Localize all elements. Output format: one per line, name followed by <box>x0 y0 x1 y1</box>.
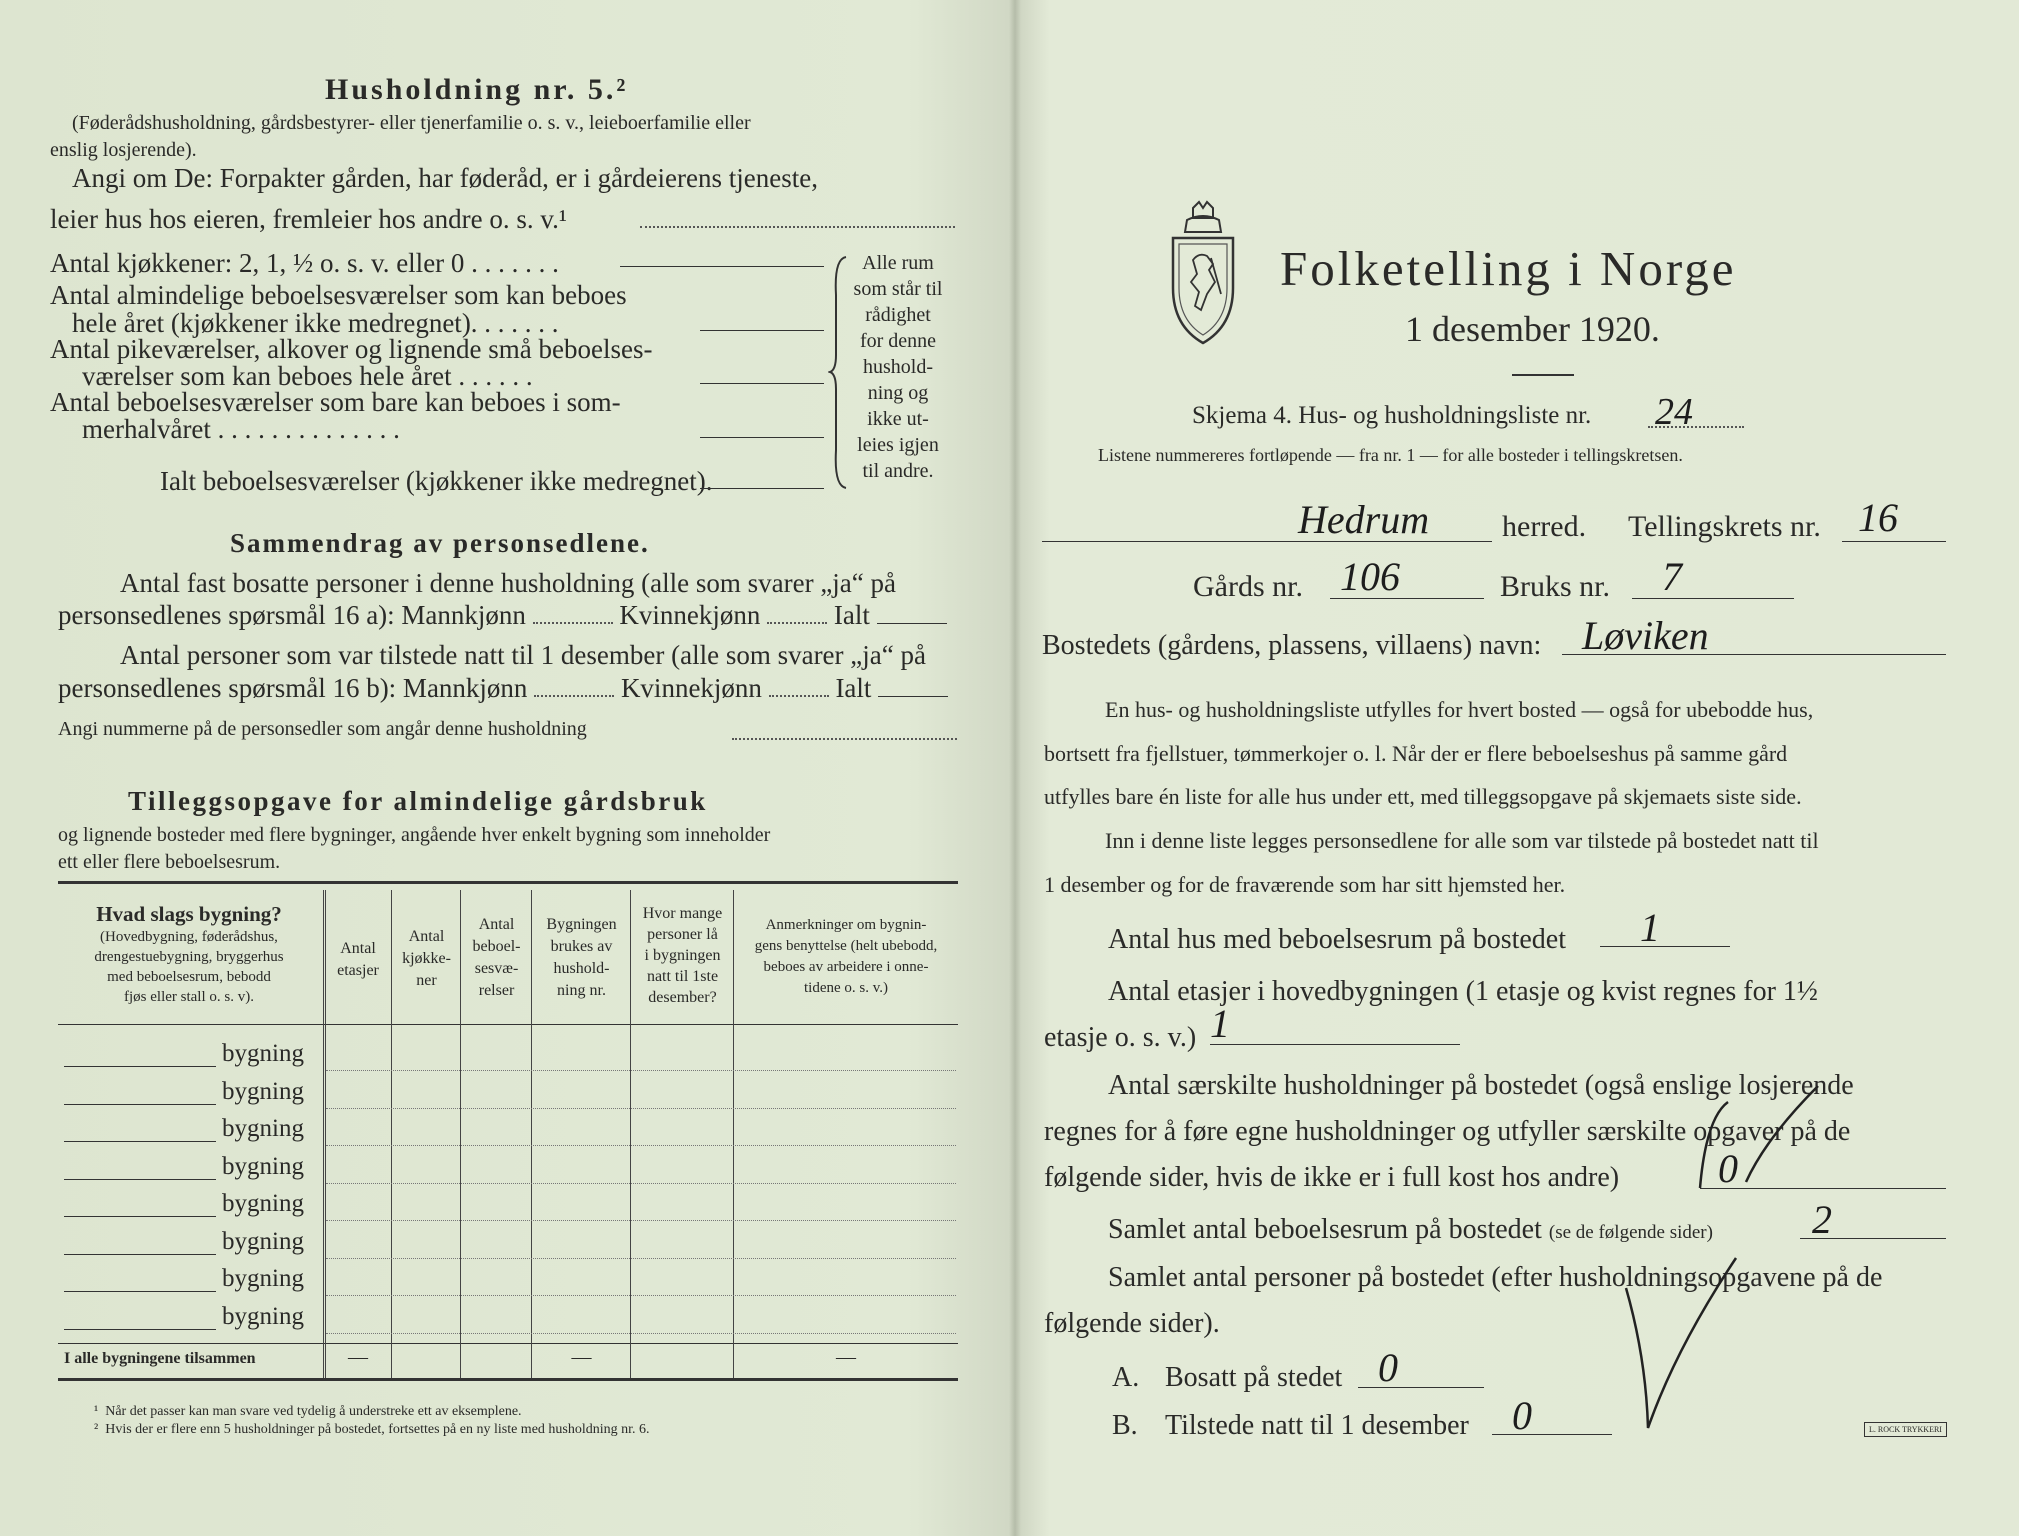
rooms-note-line: Alle rum <box>862 252 934 274</box>
krets-line <box>1842 541 1946 542</box>
building-row-label: bygning <box>222 1227 304 1255</box>
bosted-value: Løviken <box>1582 613 1709 658</box>
col-building-type-desc: (Hovedbygning, føderådshus, <box>100 929 278 945</box>
table-bottom-rule <box>58 1378 958 1381</box>
col-persons-header: Hvor mange personer lå i bygningen natt til 1ste desember? <box>642 905 723 1006</box>
schema-label: Skjema 4. Hus- og husholdningsliste nr. <box>1192 402 1592 429</box>
title-divider <box>1512 374 1574 376</box>
extra-sub-line1: og lignende bosteder med flere bygninger, angående hver enkelt bygning som inneholder <box>58 824 771 846</box>
rooms-note-line: ning og <box>867 382 929 404</box>
maid-rooms-label2: værelser som kan beboes hele året . . . . . . <box>82 361 533 391</box>
gards-line <box>1330 598 1484 599</box>
col-floors-header: Antal etasjer <box>337 940 379 979</box>
summary-numbers-label: Angi nummerne på de personsedler som angår denne husholdning <box>58 718 587 740</box>
total-rooms-label: Ialt beboelsesværelser (kjøkkener ikke medregnet). <box>160 466 713 496</box>
floors-label-line2: etasje o. s. v.) <box>1044 1022 1197 1053</box>
arrangement-answer-line <box>640 226 955 228</box>
building-row-divider <box>326 1070 956 1071</box>
building-row-name-line <box>64 1141 216 1142</box>
summary-numbers-line <box>732 738 957 740</box>
households-label-line1: Antal særskilte husholdninger på bostedet (også enslige losjerende <box>1108 1070 1854 1101</box>
building-row-name-line <box>64 1066 216 1067</box>
col-household-no-header: Bygningen brukes av hushold- ning nr. <box>546 916 617 999</box>
ordinary-rooms-label1: Antal almindelige beboelsesværelser som kan beboes <box>50 280 627 310</box>
bosted-label: Bostedets (gårdens, plassens, villaens) navn: <box>1042 630 1542 661</box>
bruks-value: 7 <box>1662 554 1682 599</box>
col-building-type-title: Hvad slags bygning? <box>96 902 282 926</box>
building-row-divider <box>326 1183 956 1184</box>
arrangement-question-line1: Angi om De: Forpakter gården, har føderåd, er i gårdeierens tjeneste, <box>72 163 818 193</box>
floors-line <box>1210 1044 1460 1045</box>
total-buildings-label: I alle bygningene tilsammen <box>64 1350 256 1367</box>
present-letter: B. <box>1112 1410 1138 1441</box>
table-col-divider <box>460 890 461 1378</box>
building-row-label: bygning <box>222 1152 304 1180</box>
table-header-rule <box>58 1024 958 1025</box>
gards-label: Gårds nr. <box>1193 570 1303 603</box>
houses-count-line <box>1600 946 1730 947</box>
building-row-divider <box>326 1295 956 1296</box>
building-row-name-line <box>64 1179 216 1180</box>
table-col-divider <box>531 890 532 1378</box>
schema-number-line <box>1648 426 1744 428</box>
col-remarks-header: Anmerkninger om bygnin- gens benyttelse (helt ubebodd, beboes av arbeidere i onne- tidene o. s. v.) <box>754 917 938 996</box>
instructions-p2-line1: Inn i denne liste legges personsedlene for alle som var tilstede på bostedet natt til <box>1105 828 1819 853</box>
building-row-label: bygning <box>222 1115 304 1142</box>
household-intro-line1: (Føderådshusholdning, gårdsbestyrer- eller tjenerfamilie o. s. v., leieboerfamilie eller <box>72 112 751 134</box>
col-building-type-desc: fjøs eller stall o. s. v). <box>124 989 254 1005</box>
page-fold <box>1009 0 1021 1536</box>
households-label-line2: regnes for å føre egne husholdninger og utfyller særskilte opgaver på de <box>1044 1116 1851 1147</box>
building-row-name-line <box>64 1254 216 1255</box>
building-row-label: bygning <box>222 1302 304 1330</box>
arrangement-question-line2: leier hus hos eieren, fremleier hos andre o. s. v.¹ <box>50 204 567 234</box>
col-rooms-header: Antal beboel- sesvæ- relser <box>472 916 521 999</box>
instructions-p1-line3: utfylles bare én liste for alle hus under ett, med tilleggsopgave på skjemaets siste side. <box>1044 784 1802 809</box>
extra-heading: Tilleggsopgave for almindelige gårdsbruk <box>128 786 708 816</box>
floors-label-line1: Antal etasjer i hovedbygningen (1 etasje og kvist regnes for 1½ <box>1108 976 1818 1007</box>
houses-count-value: 1 <box>1640 905 1660 950</box>
rooms-note-line: rådighet <box>865 304 931 326</box>
rooms-note-line: til andre. <box>862 460 934 482</box>
bosted-line <box>1562 654 1946 655</box>
rooms-total-label: Samlet antal beboelsesrum på bostedet (se de følgende sider) <box>1108 1214 1713 1245</box>
table-col-divider <box>391 890 392 1378</box>
form-title: Folketelling i Norge <box>1280 241 1737 296</box>
rooms-note-line: hushold- <box>863 356 933 378</box>
building-row-name-line <box>64 1104 216 1105</box>
ordinary-rooms-answer-line <box>700 330 824 331</box>
krets-value: 16 <box>1858 495 1898 540</box>
building-row-label: bygning <box>222 1077 304 1105</box>
numbering-note: Listene nummereres fortløpende — fra nr. 1 — for alle bosteder i tellingskretsen. <box>1098 445 1683 465</box>
summer-rooms-label1: Antal beboelsesværelser som bare kan beboes i som- <box>50 387 621 417</box>
table-total-rule-top <box>58 1343 958 1344</box>
kitchens-label: Antal kjøkkener: 2, 1, ½ o. s. v. eller 0 . . . . . . . <box>50 248 559 278</box>
instructions-p1-line2: bortsett fra fjellstuer, tømmerkojer o. l. Når der er flere beboelseshus på samme gård <box>1044 741 1788 766</box>
col-building-type-desc: drengestuebygning, bryggerhus <box>94 949 284 965</box>
summer-rooms-answer-line <box>700 437 824 438</box>
table-col-divider <box>630 890 631 1378</box>
instructions-p2-line2: 1 desember og for de fraværende som har sitt hjemsted her. <box>1044 872 1566 897</box>
table-col-divider <box>733 890 734 1378</box>
building-row-divider <box>326 1333 956 1334</box>
col-building-type-desc: med beboelsesrum, bebodd <box>107 969 271 985</box>
resident-label: Bosatt på stedet <box>1165 1362 1343 1393</box>
floors-value: 1 <box>1210 1001 1230 1046</box>
summary-b-line1: Antal personer som var tilstede natt til 1 desember (alle som svarer „ja“ på <box>120 640 926 670</box>
building-row-divider <box>326 1220 956 1221</box>
gards-value: 106 <box>1340 554 1400 599</box>
building-row-divider <box>326 1258 956 1259</box>
check-mark-icon <box>1586 1078 1846 1438</box>
summary-a-line2: personsedlenes spørsmål 16 a): Mannkjønn Kvinnekjønn Ialt <box>58 600 947 631</box>
total-floors-dash: — <box>348 1346 368 1368</box>
footnote-1: ¹ Når det passer kan man svare ved tydelig å understreke ett av eksemplene. <box>94 1404 522 1419</box>
building-row-divider <box>326 1145 956 1146</box>
bruks-line <box>1632 598 1794 599</box>
building-row-divider <box>326 1108 956 1109</box>
printer-stamp: L. ROCK TRYKKERI <box>1864 1422 1947 1437</box>
present-label: Tilstede natt til 1 desember <box>1165 1410 1469 1441</box>
form-date: 1 desember 1920. <box>1405 309 1660 349</box>
persons-label-line2: følgende sider). <box>1044 1308 1220 1339</box>
summary-a-line1: Antal fast bosatte personer i denne husholdning (alle som svarer „ja“ på <box>120 568 896 598</box>
persons-label-line1: Samlet antal personer på bostedet (efter husholdningsopgavene på de <box>1108 1262 1883 1293</box>
coat-of-arms-icon <box>1163 198 1243 348</box>
present-value: 0 <box>1512 1393 1532 1438</box>
instructions-p1-line1: En hus- og husholdningsliste utfylles for hvert bosted — også for ubebodde hus, <box>1105 697 1814 722</box>
resident-value: 0 <box>1378 1345 1398 1390</box>
maid-rooms-answer-line <box>700 383 824 384</box>
total-rooms-answer-line <box>700 488 824 489</box>
households-value: 0 <box>1718 1146 1738 1191</box>
krets-label: Tellingskrets nr. <box>1628 510 1821 543</box>
households-label-line3: følgende sider, hvis de ikke er i full kost hos andre) <box>1044 1162 1620 1193</box>
household-intro-line2: enslig losjerende). <box>50 139 197 161</box>
rooms-brace-note <box>848 250 948 484</box>
rooms-note-line: leies igjen <box>857 434 939 456</box>
building-row-name-line <box>64 1291 216 1292</box>
herred-label: herred. <box>1502 510 1587 543</box>
rooms-total-value: 2 <box>1812 1197 1832 1242</box>
building-row-name-line <box>64 1329 216 1330</box>
rooms-note-line: for denne <box>859 330 937 352</box>
building-row-name-line <box>64 1216 216 1217</box>
summary-b-line2: personsedlenes spørsmål 16 b): Mannkjønn Kvinnekjønn Ialt <box>58 673 948 704</box>
maid-rooms-label1: Antal pikeværelser, alkover og lignende små beboelses- <box>50 334 653 364</box>
resident-line <box>1358 1387 1484 1388</box>
summer-rooms-label2: merhalvåret . . . . . . . . . . . . . . <box>82 414 400 444</box>
col-building-type-header <box>58 902 320 1007</box>
kitchens-answer-line <box>620 266 824 267</box>
rooms-note-line: ikke ut- <box>867 408 929 430</box>
ordinary-rooms-label2: hele året (kjøkkener ikke medregnet). . . . . . . <box>72 308 559 338</box>
household-heading: Husholdning nr. 5.² <box>325 73 629 106</box>
schema-number-value: 24 <box>1655 391 1693 433</box>
summary-heading: Sammendrag av personsedlene. <box>230 528 650 558</box>
bruks-label: Bruks nr. <box>1500 570 1611 603</box>
building-row-label: bygning <box>222 1265 304 1292</box>
col-kitchens-header: Antal kjøkke- ner <box>402 928 451 989</box>
rooms-note-line: som står til <box>853 278 943 300</box>
footnote-2: ² Hvis der er flere enn 5 husholdninger på bostedet, fortsettes på en ny liste med husholdning nr. 6. <box>94 1422 650 1437</box>
total-remarks-dash: — <box>836 1346 856 1368</box>
building-row-label: bygning <box>222 1040 304 1067</box>
rooms-brace-icon <box>828 255 850 490</box>
table-top-rule <box>58 881 958 884</box>
houses-count-label: Antal hus med beboelsesrum på bostedet <box>1108 924 1567 955</box>
herred-value: Hedrum <box>1298 497 1430 542</box>
resident-letter: A. <box>1112 1362 1140 1393</box>
total-household-dash: — <box>571 1346 592 1368</box>
building-row-label: bygning <box>222 1190 304 1217</box>
extra-sub-line2: ett eller flere beboelsesrum. <box>58 851 281 873</box>
